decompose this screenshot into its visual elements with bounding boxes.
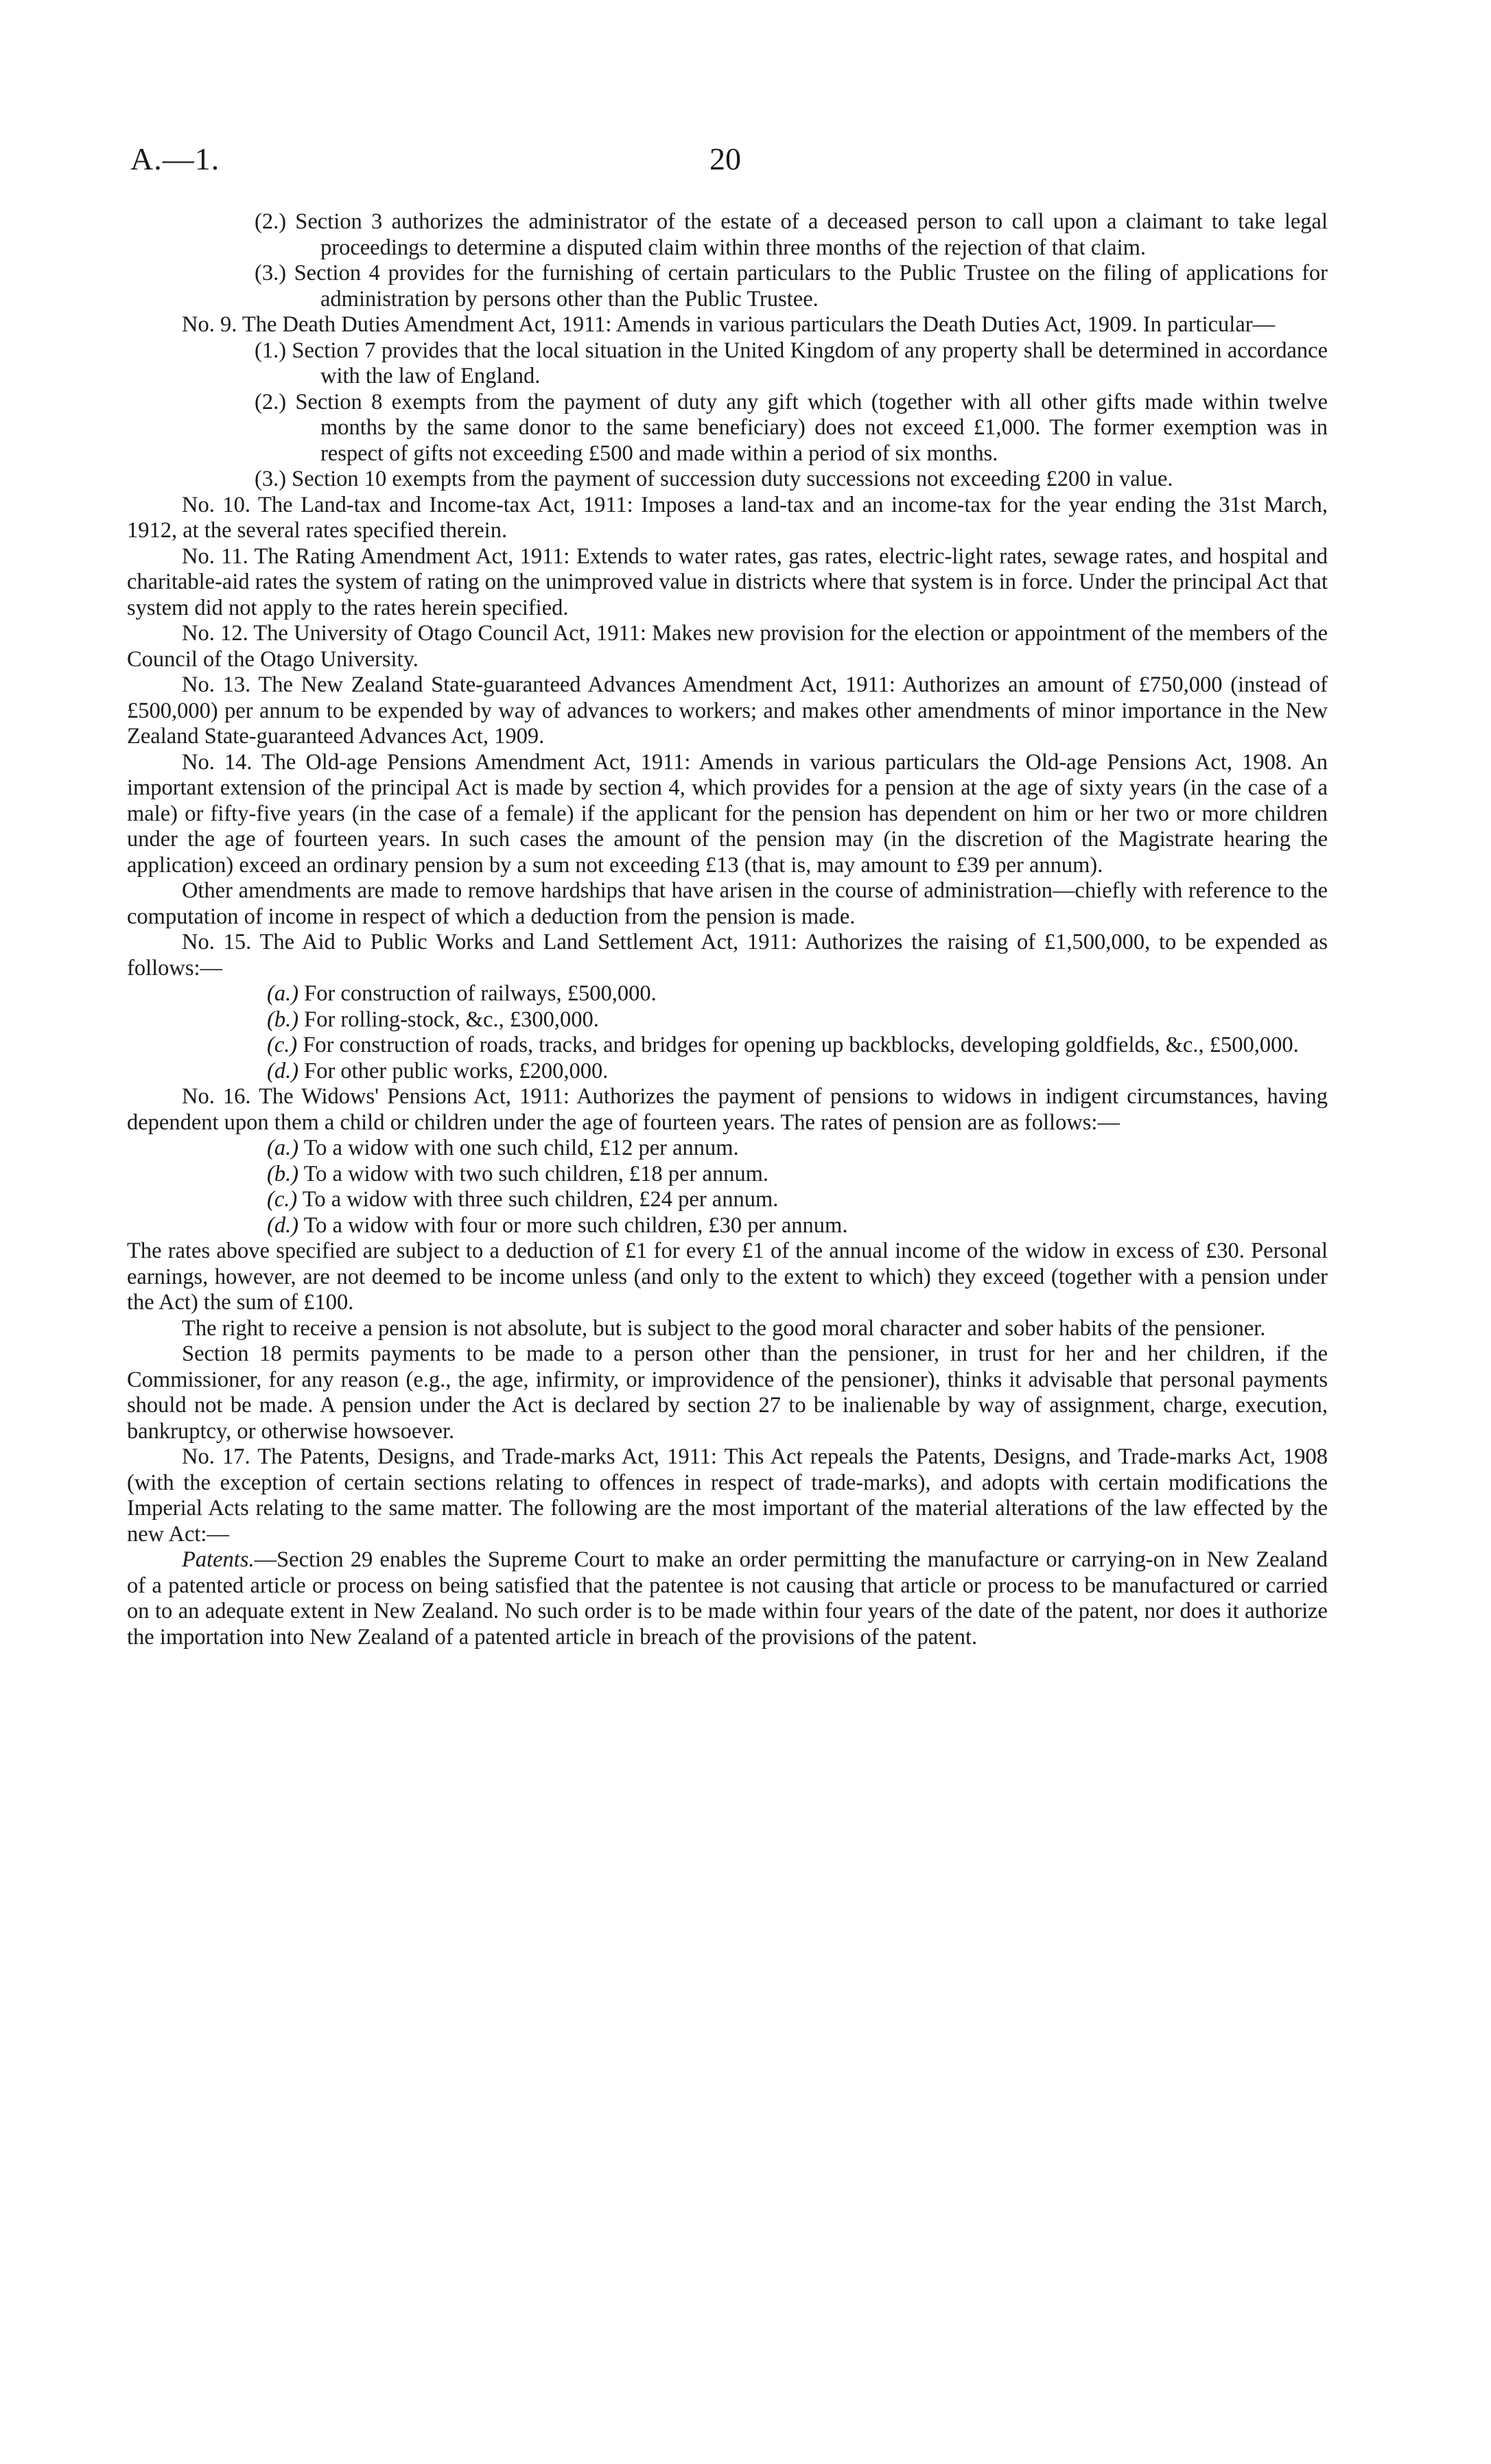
paragraph: No. 13. The New Zealand State-guaranteed Advances Amendment Act, 1911: Authorizes an amount of £750,000 (instead of £500,000) per annum to be expended by way of advances to workers; and makes other amendments of minor importance in the New Zealand State-guaranteed Advances Act, 1909. bbox=[127, 672, 1328, 749]
list-item: (d.) For other public works, £200,000. bbox=[267, 1058, 609, 1083]
list-item: (d.) To a widow with four or more such children, £30 per annum. bbox=[267, 1212, 848, 1238]
paragraph: No. 15. The Aid to Public Works and Land Settlement Act, 1911: Authorizes the raising of £1,500,000, to be expended as follows:— bbox=[127, 930, 1328, 981]
paragraph-item: (2.) Section 8 exempts from the payment of duty any gift which (together with all other gifts made within twelve months by the same donor to the same beneficiary) does not exceed £1,000. The former exemption was in respect of gifts not exceeding £500 and made within a period of six months. bbox=[255, 389, 1328, 466]
paragraph: No. 10. The Land-tax and Income-tax Act, 1911: Imposes a land-tax and an income-tax for the year ending the 31st March, 1912, at the several rates specified therein. bbox=[127, 492, 1328, 543]
paragraph: The rates above specified are subject to a deduction of £1 for every £1 of the annual income of the widow in excess of £30. Personal earnings, however, are not deemed to be income unless (and only to the extent to which) they exceed (together with a pension under the Act) the sum of £100. bbox=[127, 1239, 1328, 1315]
list-item: (b.) For rolling-stock, &c., £300,000. bbox=[267, 1007, 599, 1032]
paragraph: No. 16. The Widows' Pensions Act, 1911: Authorizes the payment of pensions to widows in indigent circumstances, having dependent upon them a child or children under the age of fourteen years. The rates of pension are as follows:— bbox=[127, 1084, 1328, 1135]
page-number: 20 bbox=[709, 141, 741, 176]
paragraph-item: (1.) Section 7 provides that the local situation in the United Kingdom of any property shall be determined in accordance with the law of England. bbox=[255, 338, 1328, 388]
list-item: (c.) For construction of roads, tracks, and bridges for opening up backblocks, developing goldfields, &c., £500,000. bbox=[267, 1033, 1299, 1057]
paragraph: Other amendments are made to remove hardships that have arisen in the course of administration—chiefly with reference to the computation of income in respect of which a deduction from the pension is made. bbox=[127, 878, 1328, 929]
paragraph: The right to receive a pension is not absolute, but is subject to the good moral character and sober habits of the pensioner. bbox=[182, 1315, 1266, 1341]
list-item: (b.) To a widow with two such children, £18 per annum. bbox=[267, 1161, 768, 1186]
paragraph: No. 11. The Rating Amendment Act, 1911: Extends to water rates, gas rates, electric-light rates, sewage rates, and hospital and charitable-aid rates the system of rating on the unimproved value in districts where that system is in force. Under the principal Act that system did not apply to the rates herein specified. bbox=[127, 543, 1328, 620]
section-heading: Patents. bbox=[182, 1547, 255, 1572]
paragraph: No. 17. The Patents, Designs, and Trade-marks Act, 1911: This Act repeals the Patents, Designs, and Trade-marks Act, 1908 (with the exception of certain sections relating to offences in respect of trade-marks), and adopts with certain modifications the Imperial Acts relating to the same matter. The following are the most important of the material alterations of the law effected by the new Act:— bbox=[127, 1444, 1328, 1547]
page-header bbox=[130, 141, 1331, 182]
paragraph: No. 14. The Old-age Pensions Amendment Act, 1911: Amends in various particulars the Old-age Pensions Act, 1908. An important extension of the principal Act is made by section 4, which provides for a pension at the age of sixty years (in the case of a male) or fifty-five years (in the case of a female) if the applicant for the pension has dependent on him or her two or more children under the age of fourteen years. In such cases the amount of the pension may (in the discretion of the Magistrate hearing the application) exceed an ordinary pension by a sum not exceeding £13 (that is, may amount to £39 per annum). bbox=[127, 749, 1328, 878]
paragraph: No. 9. The Death Duties Amendment Act, 1911: Amends in various particulars the Death Duties Act, 1909. In particular— bbox=[182, 312, 1276, 337]
paragraph: No. 12. The University of Otago Council Act, 1911: Makes new provision for the election or appointment of the members of the Council of the Otago University. bbox=[127, 621, 1328, 672]
list-item: (a.) For construction of railways, £500,000. bbox=[267, 981, 657, 1006]
list-item: (a.) To a widow with one such child, £12 per annum. bbox=[267, 1136, 739, 1160]
list-item: (c.) To a widow with three such children, £24 per annum. bbox=[267, 1187, 779, 1212]
document-body bbox=[127, 209, 1328, 1650]
paragraph: Patents.—Section 29 enables the Supreme Court to make an order permitting the manufacture or carrying-on in New Zealand of a patented article or process on being satisfied that the patentee is not causing that article or process to be manufactured or carried on to an adequate extent in New Zealand. No such order is to be made within four years of the date of the patent, nor does it authorize the importation into New Zealand of a patented article in breach of the provisions of the patent. bbox=[127, 1547, 1328, 1650]
paragraph-item: (3.) Section 10 exempts from the payment of succession duty successions not exceeding £200 in value. bbox=[255, 467, 1173, 491]
paragraph-item: (3.) Section 4 provides for the furnishing of certain particulars to the Public Trustee on the filing of applications for administration by persons other than the Public Trustee. bbox=[255, 261, 1328, 312]
paragraph: Section 18 permits payments to be made to a person other than the pensioner, in trust for her and her children, if the Commissioner, for any reason (e.g., the age, infirmity, or improvidence of the pensioner), thinks it advisable that personal payments should not be made. A pension under the Act is declared by section 27 to be inalienable by way of assignment, charge, execution, bankruptcy, or otherwise howsoever. bbox=[127, 1341, 1328, 1444]
paragraph-item: (2.) Section 3 authorizes the administrator of the estate of a deceased person to call upon a claimant to take legal proceedings to determine a disputed claim within three months of the rejection of that claim. bbox=[255, 209, 1328, 260]
document-reference: A.—1. bbox=[130, 141, 220, 176]
